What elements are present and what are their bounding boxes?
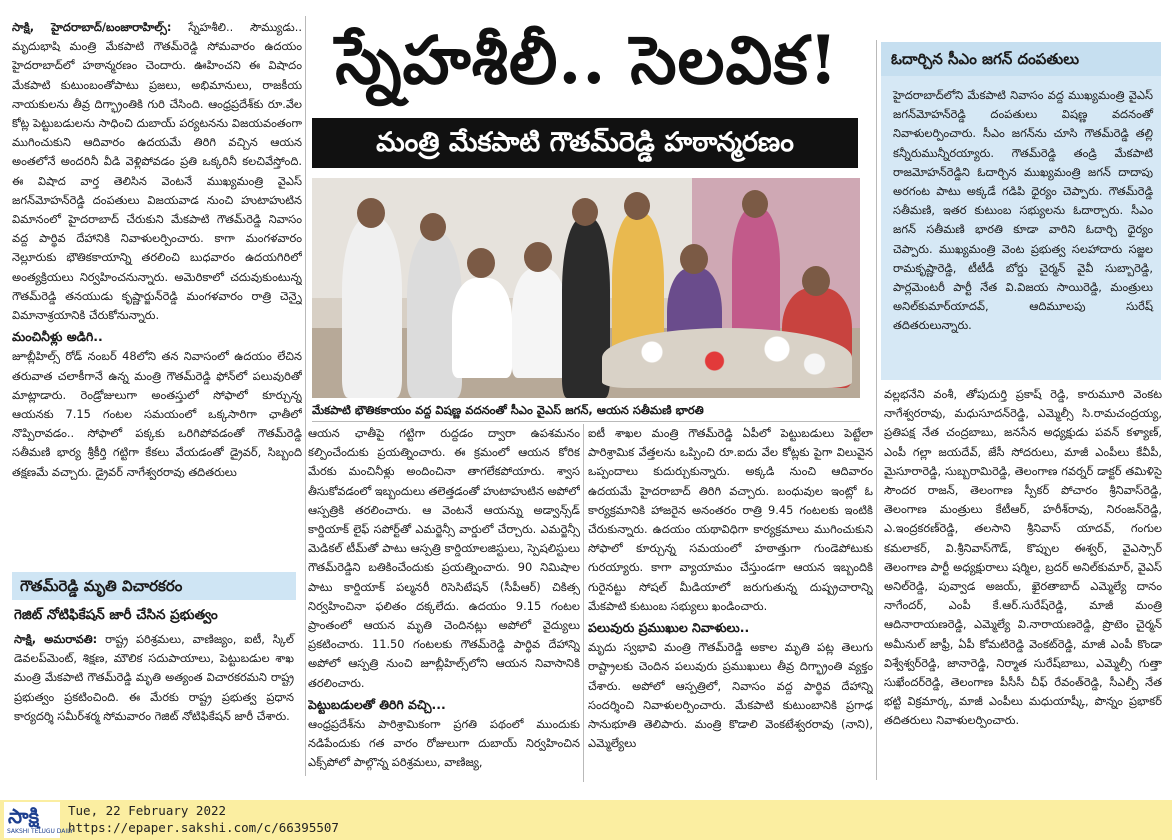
- middle-1-subhead: పెట్టుబడులతో తిరిగి వచ్చి...: [308, 696, 446, 712]
- logo-tagline: SAKSHI TELUGU DAILY: [7, 828, 74, 835]
- middle-2-p2: మృదు స్వభావి మంత్రి గౌతమ్‌రెడ్డి అకాల మృతి పట్ల తెలుగు రాష్ట్రాలకు చెందిన పలువురు ప్రముఖులు తీవ్ర దిగ్భ్రాంతి వ్యక్తం చేశారు. అపోలో ఆస్పత్రిలో, నివాసం వద్ద పార్థివ దేహాన్ని సందర్శించి నివాళులర్పించారు. మేకపాటి కుటుంబానికి ప్రగాఢ సానుభూతి తెలిపారు. మంత్రి కొడాలి వెంకటేశ్వరరావు (నాని), ఎమ్మెల్యేలు: [588, 640, 873, 751]
- left-article-subhead: మంచినీళ్లు అడిగి..: [12, 329, 103, 345]
- condolence-box-title: గౌతమ్‌రెడ్డి మృతి విచారకరం: [12, 572, 296, 600]
- page-headline: స్నేహశీలీ.. సెలవిక!: [335, 21, 839, 99]
- photo-head: [357, 198, 385, 228]
- column-divider: [305, 16, 306, 776]
- consolation-box-title: ఓదార్చిన సీఎం జగన్ దంపతులు: [881, 42, 1161, 76]
- logo-wordmark: సాక్షి: [8, 804, 40, 828]
- left-article-text-1: స్నేహశీలి.. సౌమ్యుడు.. మృదుభాషి మంత్రి మేకపాటి గౌతమ్‌రెడ్డి సోమవారం ఉదయం హైదరాబాద్‌లో హఠాన్మరణం చెందారు. ఊహించని ఈ విషాదం మేకపాటి కుటుంబంతోపాటు ప్రజలు, అభిమానులు, రాజకీయ నాయకులను తీవ్ర దిగ్భ్రాంతికి గురి చేసింది. ఆంధ్రప్రదేశ్‌కు రూ.వేల కోట్ల పెట్టుబడులను సాధించి దుబాయ్ పర్యటనను విజయవంతంగా ముగించుకుని ఆదివారం ఉదయమే తిరిగి వచ్చిన ఆయన అంతలోనే అందరినీ వీడి వెళ్లిపోవడం ప్రతి ఒక్కరినీ కలచివేస్తోంది. ఈ విషాద వార్త తెలిసిన వెంటనే ముఖ్యమంత్రి వైఎస్ జగన్‌మోహన్‌రెడ్డి దంపతులు విజయవాడ నుంచి హుటాహుటిన విమానంలో హైదరాబాద్ చేరుకుని మేకపాటి గౌతమ్‌రెడ్డి నివాసం వద్ద పార్థివ దేహానికి నివాళులర్పించారు. కాగా మంగళవారం నెల్లూరుకు భౌతికకాయాన్ని తరలించి బుధవారం ఉదయగిరిలో అంత్యక్రియలు నిర్వహించనున్నారు. అమెరికాలో చదువుకుంటున్న గౌతమ్‌రెడ్డి తనయుడు కృష్ణార్జున్‌రెడ్డి మంగళవారం రాత్రి చెన్నై విమానాశ్రయానికి చేరుకోనున్నారు.: [12, 20, 302, 323]
- middle-column-1: [308, 424, 580, 786]
- photo-person: [342, 218, 402, 398]
- column-divider: [876, 40, 877, 780]
- photo-head: [802, 266, 830, 296]
- column-divider: [583, 424, 584, 782]
- photo-person: [452, 278, 512, 378]
- condolence-box: [12, 572, 296, 796]
- epaper-link[interactable]: https://epaper.sakshi.com/c/66395507: [68, 820, 339, 835]
- middle-1-p2: ఆంధ్రప్రదేశ్‌ను పారిశ్రామికంగా ప్రగతి పథంలో ముందుకు నడిపేందుకు గత వారం రోజులుగా దుబాయ్ నిర్వహించిన ఎక్స్‌పోలో పాల్గొన్న పరిశ్రమలు, వాణిజ్య,: [308, 717, 580, 770]
- caption-rule: [312, 421, 860, 422]
- left-article-p1: [12, 18, 302, 325]
- edition-date: Tue, 22 February 2022: [68, 803, 227, 818]
- photo-person: [512, 268, 567, 378]
- photo-head: [572, 198, 598, 226]
- left-article-p2: జూబ్లీహిల్స్ రోడ్ నంబర్ 48లోని తన నివాసంలో ఉదయం లేచిన తరువాత చలాకీగానే ఉన్న మంత్రి గౌతమ్‌రెడ్డి ఫోన్‌లో పలువురితో మాట్లాడారు. రెండ్రోజులుగా అంతస్తులో సోఫాలో కూర్చున్న ఆయనకు 7.15 గంటల సమయంలో ఒక్కసారిగా ఛాతీలో నొప్పిరావడం.. సోఫాలో పక్కకు ఒరిగిపోవడంతో గౌతమ్‌రెడ్డి సతీమణి భార్య శ్రీకీర్తి గట్టిగా కేకలు వేయడంతో డ్రైవర్, సిబ్బంది తక్షణమే వచ్చారు. డ్రైవర్ నాగేశ్వరరావు తదితరులు: [12, 349, 302, 479]
- middle-2-subhead: పలువురు ప్రముఖుల నివాళులు..: [588, 620, 750, 636]
- left-article-column: [12, 18, 302, 566]
- photo-head: [742, 190, 768, 218]
- condolence-box-body: [12, 628, 296, 728]
- dateline: సాక్షి, హైదరాబాద్/బంజారాహిల్స్:: [12, 20, 172, 34]
- photo-head: [420, 213, 446, 241]
- photo-head: [624, 192, 650, 220]
- photo-person: [732, 208, 780, 348]
- photo-caption: మేకపాటి భౌతికకాయం వద్ద విషణ్ణ వదనంతో సీఎం వైఎస్ జగన్, ఆయన సతీమణి భారతి: [312, 403, 704, 417]
- news-photo: [312, 178, 860, 398]
- flower-bier: [602, 328, 852, 388]
- condolence-text: రాష్ట్ర పరిశ్రమలు, వాణిజ్యం, ఐటీ, స్కిల్ డెవలప్‌మెంట్, శిక్షణ, మౌలిక సదుపాయాలు, పెట్టుబడుల శాఖ మంత్రి మేకపాటి గౌతమ్‌రెడ్డి మృతి అత్యంత విచారకరమని రాష్ట్ర ప్రభుత్వం ప్రకటించింది. ఈ మేరకు రాష్ట్ర ప్రభుత్వ ప్రధాన కార్యదర్శి సమీర్‌శర్మ సోమవారం గెజిట్ నోటిఫికేషన్ జారీ చేశారు.: [14, 632, 294, 723]
- middle-2-p1: ఐటీ శాఖల మంత్రి గౌతమ్‌రెడ్డి ఏపీలో పెట్టుబడులు పెట్టేలా పారిశ్రామిక వేత్తలను ఒప్పించి రూ.ఐదు వేల కోట్లకు పైగా విలువైన ఒప్పందాలు కుదుర్చుకున్నారు. అక్కడి నుంచి ఆదివారం ఉదయమే హైదరాబాద్ తిరిగి వచ్చారు. బంధువుల ఇంట్లో ఓ కార్యక్రమానికి హాజరైన అనంతరం రాత్రి 9.45 గంటలకు ఇంటికి చేరుకున్నారు. ఉదయం యథావిధిగా కార్యక్రమాలు ముగించుకుని సోఫాలో కూర్చున్న సమయంలో హఠాత్తుగా గుండెపోటుకు గురయ్యారు. కాగా వ్యాయామం చేస్తుండగా ఆయన ఇబ్బందికి గురైనట్టు సోషల్ మీడియాలో జరుగుతున్న దుష్ప్రచారాన్ని మేకపాటి కుటుంబ సభ్యులు ఖండించారు.: [588, 426, 873, 613]
- page-subheadline: మంత్రి మేకపాటి గౌతమ్‌రెడ్డి హఠాన్మరణం: [312, 118, 858, 168]
- photo-head: [467, 248, 495, 278]
- consolation-box: [881, 42, 1161, 380]
- right-column: [884, 385, 1162, 783]
- middle-column-2: [588, 424, 873, 786]
- condolence-box-subtitle: గెజిట్ నోటిఫికేషన్ జారీ చేసిన ప్రభుత్వం: [14, 607, 218, 623]
- photo-head: [680, 244, 708, 274]
- photo-head: [524, 242, 552, 272]
- middle-1-p1: ఆయన ఛాతీపై గట్టిగా రుద్దడం ద్వారా ఉపశమనం కల్పించేందుకు ప్రయత్నించారు. ఈ క్రమంలో ఆయన కోరిక మేరకు మంచినీళ్లు అందించినా తాగలేకపోయారు. శ్వాస తీసుకోవడంలో ఇబ్బందులు తలెత్తడంతో హుటాహుటిన అపోలో ఆస్పత్రికి తరలించారు. ఆ వెంటనే ఆయన్ను అడ్వాన్స్‌డ్ కార్డియాక్ లైఫ్ సపోర్ట్‌తో ఎమర్జెన్సీ వార్డులో చేర్చారు. ఎమర్జెన్సీ మెడికల్ టీమ్‌తో పాటు ఆస్పత్రి కార్డియాలజిస్టులు, స్పెషలిస్టులు గౌతమ్‌రెడ్డిని బతికించేందుకు ప్రయత్నించారు. 90 నిమిషాల పాటు కార్డియాక్ పల్మనరీ రిసెసిటేషన్ (సీపీఆర్) చికిత్స నిర్వహించినా ఫలితం దక్కలేదు. ఉదయం 9.15 గంటల ప్రాంతంలో ఆయన మృతి చెందినట్లు అపోలో వైద్యులు ప్రకటించారు. 11.50 గంటలకు గౌతమ్‌రెడ్డి పార్థివ దేహాన్ని అపోలో ఆస్పత్రి నుంచి జూబ్లీహిల్స్‌లోని ఆయన నివాసానికి తరలించారు.: [308, 426, 580, 690]
- right-column-text: వల్లభనేని వంశీ, తోపుదుర్తి ప్రకాష్ రెడ్డి, కారుమూరి వెంకట నాగేశ్వరరావు, మధుసూదన్‌రెడ్డి, ఎమ్మెల్సీ సి.రామచంద్రయ్య, ప్రతిపక్ష నేత చంద్రబాబు, జనసేన అధ్యక్షుడు పవన్ కళ్యాణ్, ఎంపీ గల్లా జయదేవ్, జేసీ సోదరులు, మాజీ ఎంపీలు కేవీపీ, మైసూరారెడ్డి, సుబ్బరామిరెడ్డి, తెలంగాణ గవర్నర్ డాక్టర్ తమిళిసై సౌందర రాజన్, తెలంగాణ స్పీకర్ పోచారం శ్రీనివాస్‌రెడ్డి, తెలంగాణ మంత్రులు కేటీఆర్, హరీశ్‌రావు, నిరంజన్‌రెడ్డి, ఎ.ఇంద్రకరణ్‌రెడ్డి, తలసాని శ్రీనివాస్ యాదవ్, గంగుల కమలాకర్, వి.శ్రీనివాస్‌గౌడ్, కొప్పుల ఈశ్వర్, వైఎస్సార్ తెలంగాణ పార్టీ అధ్యక్షురాలు షర్మిల, బ్రదర్ అనిల్‌కుమార్, వైఎస్ అనిల్‌రెడ్డి, పువ్వాడ అజయ్, ఖైరతాబాద్ ఎమ్మెల్యే దానం నాగేందర్, ఎంపీ కే.ఆర్.సురేష్‌రెడ్డి, మాజీ మంత్రి ఆదినారాయణరెడ్డి, ఎమ్మెల్యే వి.నారాయణరెడ్డి, ప్రొటెం చైర్మన్ అమీనుల్ జాఫ్రీ, ఏపీ కోమటిరెడ్డి వెంకట్‌రెడ్డి, మాజీ ఎంపీ కొండా విశ్వేశ్వర్‌రెడ్డి, జానారెడ్డి, నిర్మాత సురేష్‌బాబు, ఎమ్మెల్సీ గుత్తా సుఖేందర్‌రెడ్డి, తెలంగాణ పీసీసీ చీఫ్ రేవంత్‌రెడ్డి, సీఎల్పీ నేత భట్టి విక్రమార్క, మాజీ ఎంపీలు మధుయాష్కీ, పొన్నం ప్రభాకర్ తదితరులు నివాళులర్పించారు.: [884, 387, 1162, 728]
- consolation-box-body: హైదరాబాద్‌లోని మేకపాటి నివాసం వద్ద ముఖ్యమంత్రి వైఎస్ జగన్‌మోహన్‌రెడ్డి దంపతులు విషణ్ణ వదనంతో నివాళులర్పించారు. సీఎం జగన్‌ను చూసి గౌతమ్‌రెడ్డి తల్లి కన్నీరుమున్నీరయ్యారు. గౌతమ్‌రెడ్డి తండ్రి మేకపాటి రాజమోహన్‌రెడ్డిని ఓదార్చిన ముఖ్యమంత్రి జగన్ దాదాపు అరగంట పాటు అక్కడే గడిపి ధైర్యం చెప్పారు. గౌతమ్‌రెడ్డి సతీమణి, ఇతర కుటుంబ సభ్యులను ఓదార్చారు. సీఎం జగన్ సతీమణి భారతి కూడా వారిని ఓదార్చి ధైర్యం చెప్పారు. ముఖ్యమంత్రి వెంట ప్రభుత్వ సలహాదారు సజ్జల రామకృష్ణారెడ్డి, టీటీడీ బోర్డు చైర్మన్ వైవీ సుబ్బారెడ్డి, పార్లమెంటరీ పార్టీ నేత వి.విజయ సాయిరెడ్డి, మంత్రులు అనిల్‌కుమార్‌యాదవ్, ఆదిమూలపు సురేష్ తదితరులున్నారు.: [893, 88, 1153, 333]
- condolence-dateline: సాక్షి, అమరావతి:: [14, 632, 98, 646]
- sakshi-logo[interactable]: [4, 802, 74, 838]
